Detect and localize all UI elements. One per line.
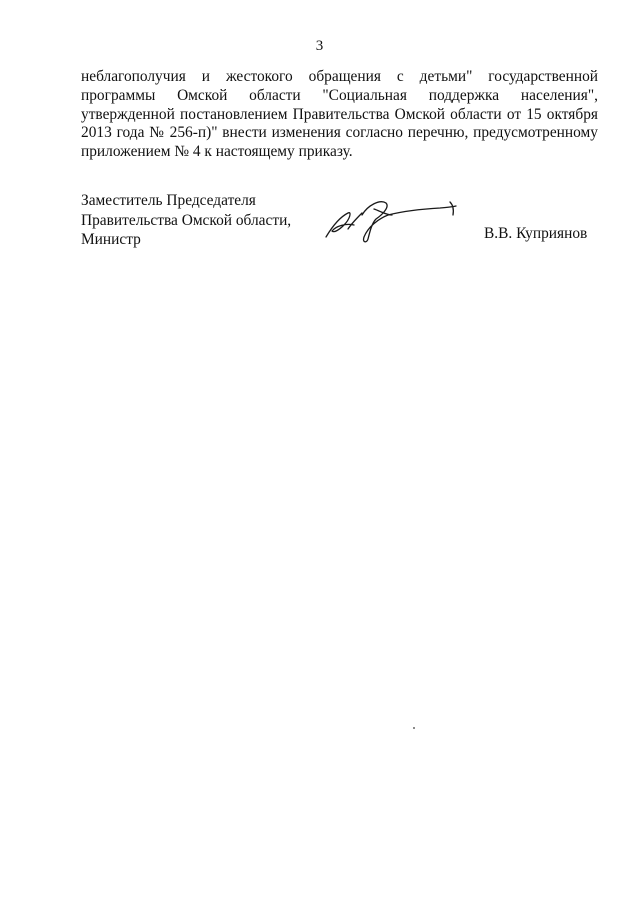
body-line: программы Омской области "Социальная поддержка населения", bbox=[81, 86, 598, 104]
body-paragraph bbox=[81, 68, 598, 162]
body-line: 2013 года № 256-п)" внести изменения согласно перечню, предусмотренному bbox=[81, 124, 598, 142]
signatory-title-line: Правительства Омской области, bbox=[81, 211, 292, 229]
scan-speck bbox=[413, 727, 415, 729]
signatory-title-line: Министр bbox=[81, 231, 141, 248]
body-line: неблагополучия и жестокого обращения с детьми" государственной bbox=[81, 68, 598, 85]
signer-name: В.В. Куприянов bbox=[484, 225, 588, 242]
body-line: утвержденной постановлением Правительства Омской области от 15 октября bbox=[81, 105, 598, 123]
signatory-title-line: Заместитель Председателя bbox=[81, 192, 256, 209]
body-line: приложением № 4 к настоящему приказу. bbox=[81, 143, 353, 161]
page-number: 3 bbox=[315, 38, 324, 54]
handwritten-signature-icon bbox=[322, 193, 462, 245]
signatory-title bbox=[81, 191, 291, 250]
